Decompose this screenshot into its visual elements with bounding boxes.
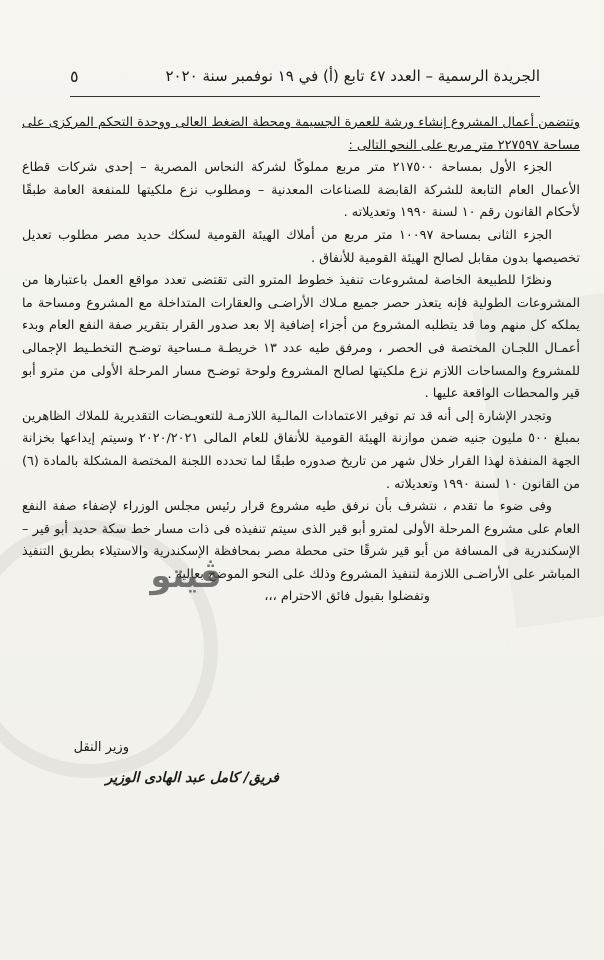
page-number: ٥ bbox=[70, 66, 79, 86]
intro-paragraph: وتتضمن أعمال المشروع إنشاء ورشة للعمرة الجسيمة ومحطة الضغط العالى ووحدة التحكم المركزى على مساحة ٢٢٧٥٩٧ متر مربع على النحو التالى : bbox=[22, 115, 580, 153]
request-paragraph: وفى ضوء ما تقدم ، نتشرف بأن نرفق طيه مشروع قرار رئيس مجلس الوزراء لإضفاء صفة النفع العام على مشروع المرحلة الأولى لمترو أبو قير الذى سيتم تنفيذه فى ذات مسار خط سكة حديد أبو قير – الإسكندرية فى المسافة من أبو قير شرقًا حتى محطة مصر بمحافظة الإسكندرية والاستيلاء بطريق التنفيذ المباشر على الأراضـى اللازمة لتنفيذ المشروع وذلك على النحو الموضح بعاليه . bbox=[22, 499, 580, 582]
header-rule bbox=[70, 96, 540, 97]
signatory-title: وزير النقل bbox=[73, 740, 129, 755]
signatory-name: فريق/ كامل عبد الهادى الوزير bbox=[105, 770, 279, 786]
gazette-issue-line: الجريدة الرسمية – العدد ٤٧ تابع (أ) في ١٩ نوفمبر سنة ٢٠٢٠ bbox=[165, 67, 540, 85]
document-body bbox=[22, 112, 580, 609]
closing-line: وتفضلوا بقبول فائق الاحترام ،،، bbox=[264, 589, 430, 605]
vito-logo-watermark: ڤيتو bbox=[150, 556, 222, 596]
funding-paragraph: وتجدر الإشارة إلى أنه قد تم توفير الاعتمادات المالـية اللازمـة للتعويـضات التقديرية للملاك الظاهرين بمبلغ ٥٠٠ مليون جنيه ضمن موازنة الهيئة القومية للأنفاق للعام المالى ٢٠٢٠/٢٠٢١ وسيتم إيداعها بخزانة الجهة المنفذة لهذا القرار خلال شهر من تاريخ صدوره طبقًا لما تحدده اللجنة المختصة المشكلة بالمادة (٦) من القانون ١٠ لسنة ١٩٩٠ وتعديلاته . bbox=[22, 408, 581, 492]
part-two-paragraph: الجزء الثانى بمساحة ١٠٠٩٧ متر مربع من أملاك الهيئة القومية لسكك حديد مصر مطلوب تعديل تخصيصها بدون مقابل لصالح الهيئة القومية للأنفاق . bbox=[22, 227, 580, 266]
metro-nature-paragraph: ونظرًا للطبيعة الخاصة لمشروعات تنفيذ خطوط المترو التى تقتضى تعدد مواقع العمل باعتبارها من المشروعات الطولية فإنه يتعذر حصر جميع مـلاك الأراضـى والعقارات المتداخلة مع المشروع ومساحة ما يملكه كل منهم وما قد يتطلبه المشروع من أجزاء إضافية إلا بعد صدور القرار بتقرير صفة النفع العام وبدء أعمـال اللجـان المختصة فى الحصر ، ومرفق طيه عدد ١٣ خريطـة مـساحية توضـح التخطـيط الإجمالى للمشروع والمساحات اللازم نزع ملكيتها لصالح المشروع ولوحة توضـح مسار المرحلة الأولى من مترو أبو قير والمحطات الواقعة عليها . bbox=[22, 273, 580, 402]
page-header bbox=[70, 62, 540, 90]
part-one-paragraph: الجزء الأول بمساحة ٢١٧٥٠٠ متر مربع مملوكًا لشركة النحاس المصرية – إحدى شركات قطاع الأعمال العام التابعة للشركة القابضة للصناعات المعدنية – ومطلوب نزع ملكيتها للمنفعة العامة طبقًا لأحكام القانون رقم ١٠ لسنة ١٩٩٠ وتعديلاته . bbox=[22, 160, 580, 221]
